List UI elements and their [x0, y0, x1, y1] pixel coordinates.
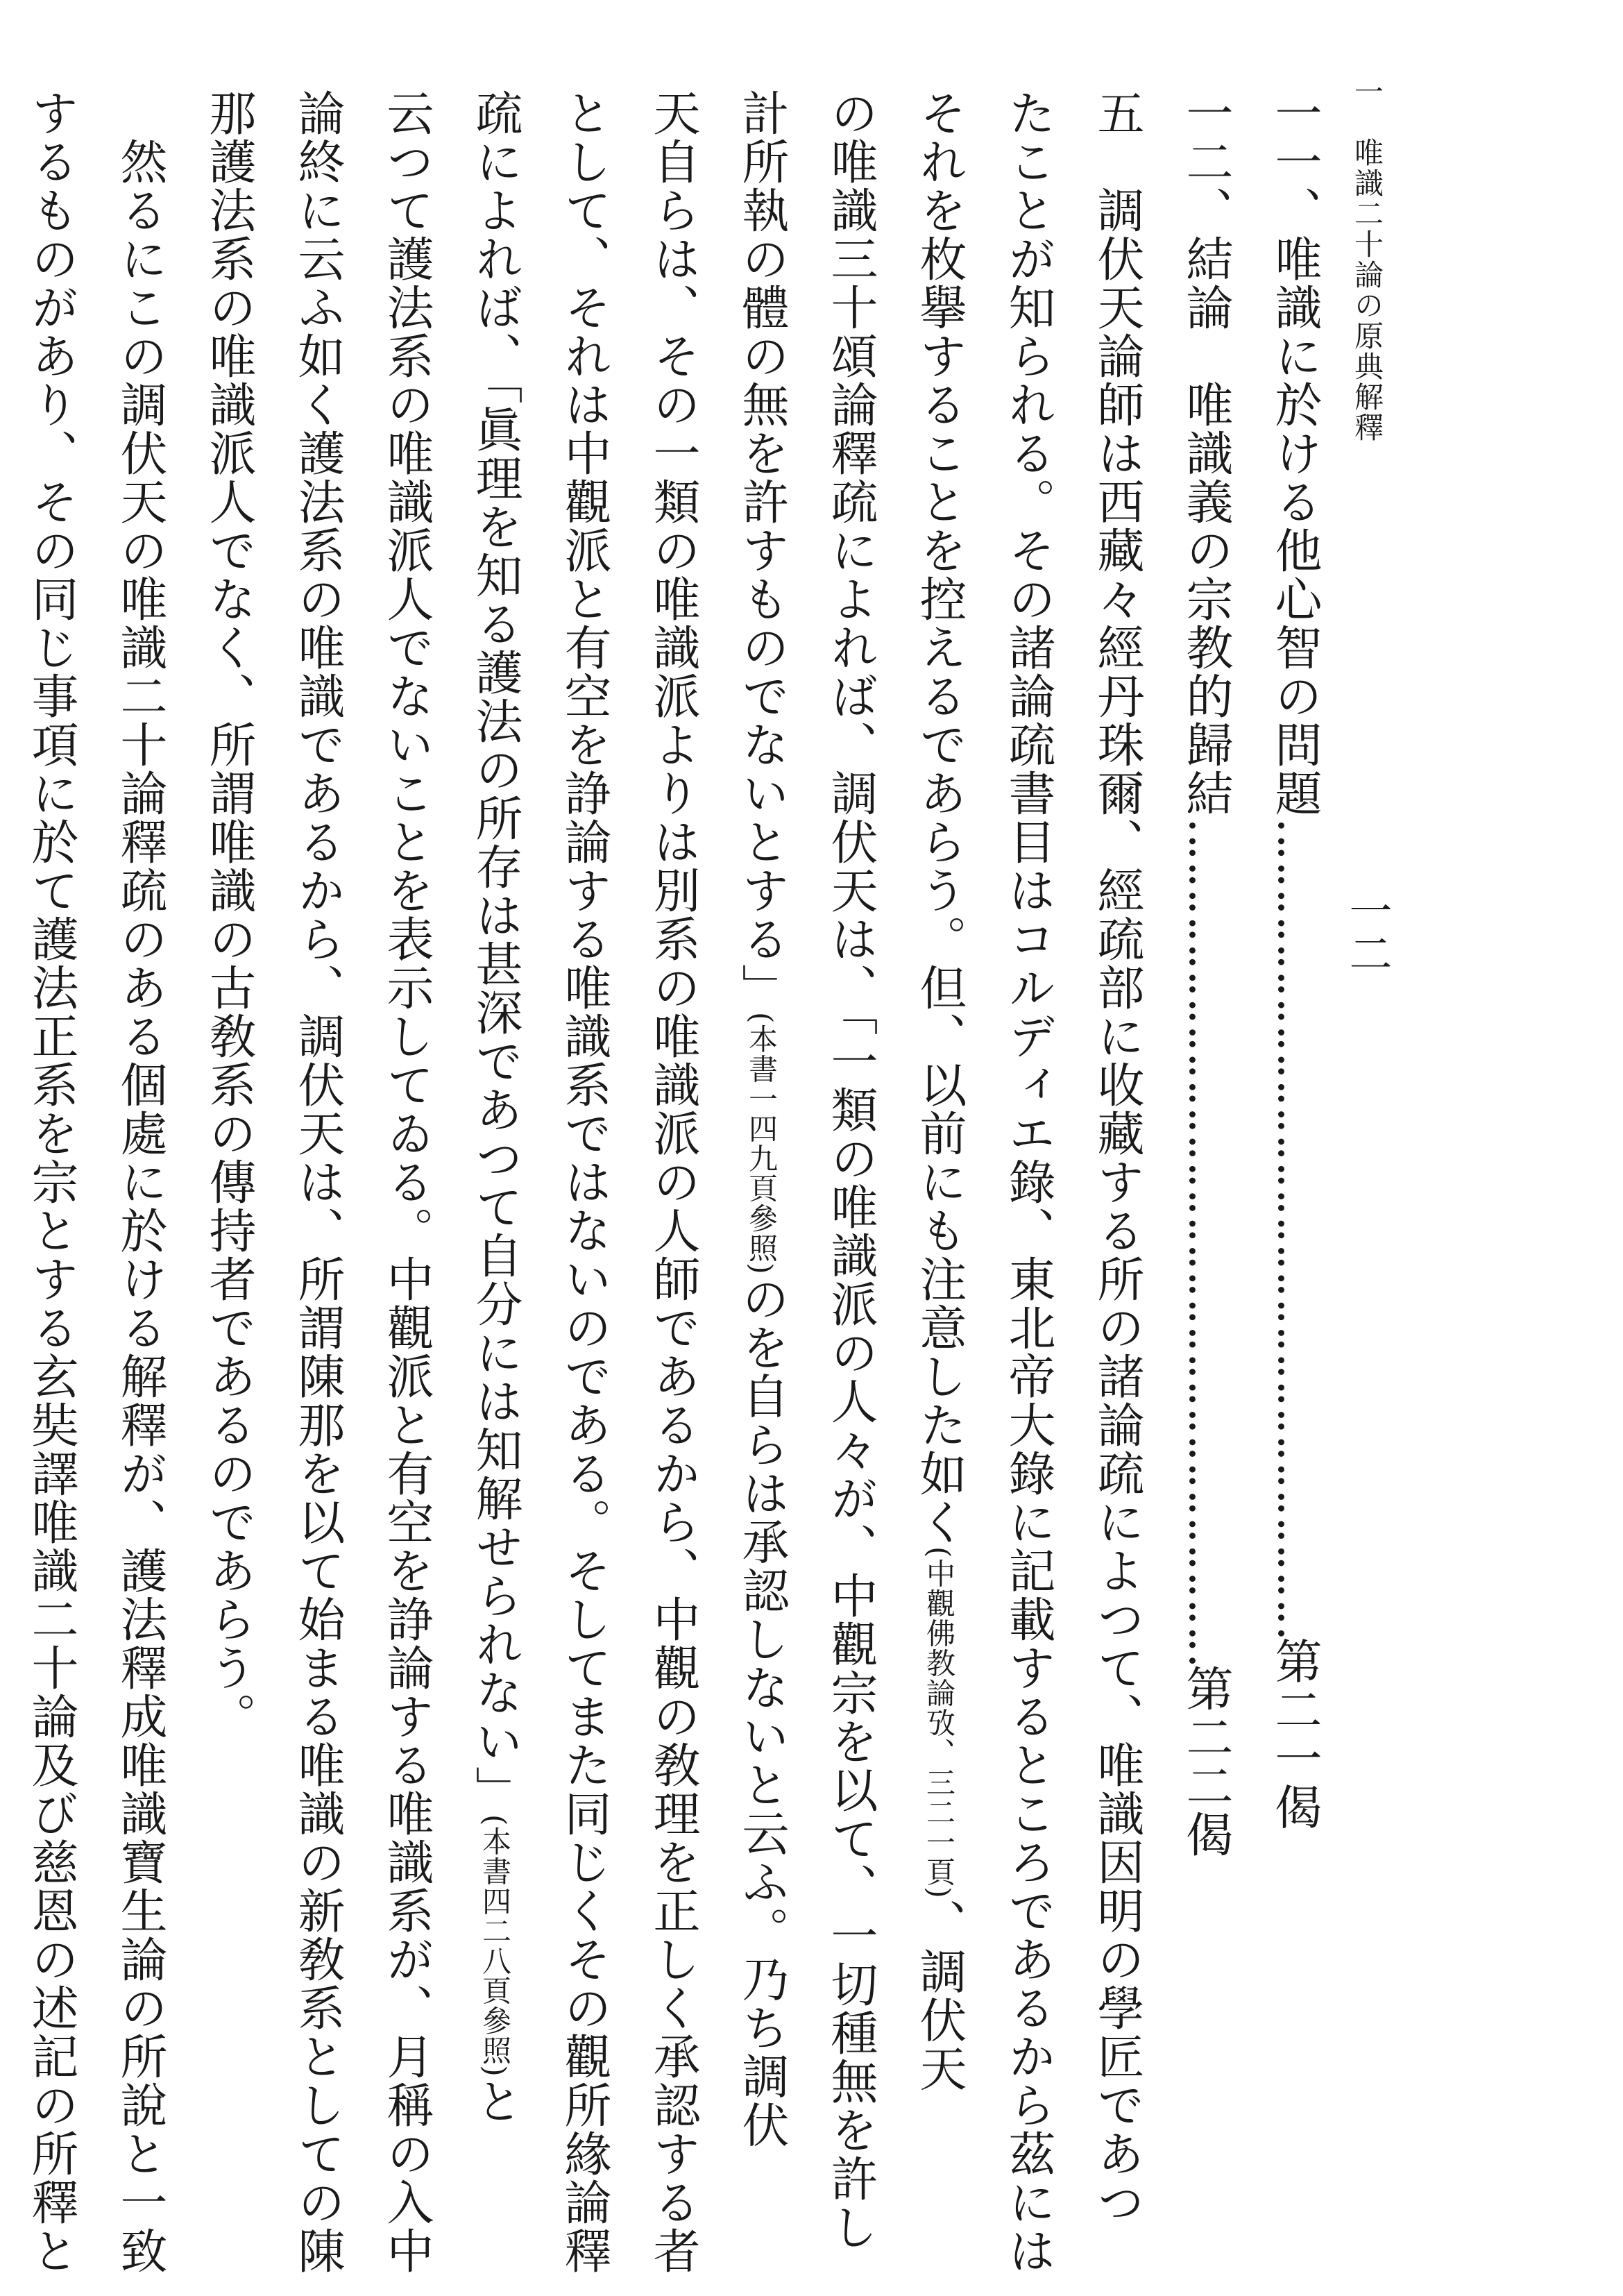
section-mark [1072, 89, 1161, 2227]
text-span: 天自らは、その一類の唯識派よりは別系の唯識派の人師であるから、中觀の敎理を正しく承認する者 [645, 89, 700, 2275]
text-span: 、調伏天 [912, 1898, 967, 2093]
text-line-8 [450, 89, 539, 2206]
text-span: 然るにこの調伏天の唯識二十論釋疏のある個處に於ける解釋が、護法釋成唯識寶生論の所說と一致 [112, 89, 167, 2275]
toc-entry-12 [1161, 89, 1250, 2206]
toc-entry-11 [1250, 89, 1339, 2206]
text-span: のを自らは承認しないと云ふ。乃ち調伏 [734, 1274, 789, 2150]
text-span: 論終に云ふ如く護法系の唯識であるから、調伏天は、所謂陳那を以て始まる唯識の新敎系としての陳 [290, 89, 345, 2275]
text-line-5 [717, 89, 806, 2206]
text-span: 疏によれば、「眞理を知る護法の所存は甚深であつて自分には知解せられない」 [468, 89, 522, 1814]
text-line-12 [95, 89, 184, 2275]
text-span: それを枚擧することを控えるであらう。但、以前にも注意した如く [912, 89, 967, 1546]
text-span: するものがあり、その同じ事項に於て護法正系を宗とする玄奘譯唯識二十論及び慈恩の述記の所釋と [24, 89, 78, 2275]
toc-title: 結論 唯識義の宗教的歸結 [1178, 235, 1233, 818]
text-span: の唯識三十頌論釋疏によれば、調伏天は、「一類の唯識派の人々が、中觀宗を以て、一切種無を許し [823, 89, 878, 2252]
text-span: として、それは中觀派と有空を諍論する唯識系ではないのである。そしてまた同じくその觀所緣論釋 [556, 89, 611, 2275]
text-line-10 [273, 89, 362, 2275]
text-line-2 [983, 89, 1072, 2275]
toc-reference: 第二二偈 [1178, 1664, 1233, 1859]
text-span: たことが知られる。その諸論疏書目はコルディエ錄、東北帝大錄に記載するところであるから茲には [1001, 89, 1055, 2275]
citation-note: (本書四二八頁參照) [478, 1814, 512, 2077]
toc-title: 唯識に於ける他心智の問題 [1267, 235, 1322, 818]
section-number: 五 [1089, 89, 1144, 137]
running-head-title: 一 唯識二十論の原典解釋 [1350, 76, 1384, 443]
text-line-7 [539, 89, 628, 2275]
toc-leader: ‥‥‥‥‥‥‥‥‥‥‥‥‥‥‥‥‥‥‥‥‥‥‥‥‥‥‥‥‥‥‥ [1178, 818, 1233, 1665]
toc-leader: ‥‥‥‥‥‥‥‥‥‥‥‥‥‥‥‥‥‥‥‥‥‥‥‥‥‥‥‥‥‥ [1267, 818, 1322, 1637]
page-number: 一二 [1342, 888, 1393, 974]
toc-number: 一一、 [1267, 89, 1322, 235]
citation-note: (中觀佛教論攷、三二一頁) [922, 1546, 956, 1899]
text-span: 計所執の體の無を許すものでないとする」 [734, 89, 789, 1012]
text-line-1: 調伏天論師は西藏々經丹珠爾、經疏部に收藏する所の諸論疏によつて、唯識因明の學匠であつ [1089, 137, 1144, 2227]
toc-number: 一二、 [1178, 89, 1233, 235]
text-line-9 [362, 89, 450, 2275]
text-line-6 [628, 89, 717, 2275]
text-line-3 [894, 89, 983, 2206]
toc-reference: 第二一偈 [1267, 1637, 1322, 1832]
body-text [6, 89, 1339, 2275]
text-line-13 [6, 89, 95, 2275]
citation-note: (本書一四九頁參照) [745, 1012, 779, 1275]
text-line-11 [184, 89, 273, 2206]
text-span: 那護法系の唯識派人でなく、所謂唯識の古敎系の傳持者であるのであらう。 [201, 89, 256, 1741]
text-span: 云つて護法系の唯識派人でないことを表示してゐる。中觀派と有空を諍論する唯識系が、月稱の入中 [379, 89, 434, 2275]
text-line-4 [806, 89, 894, 2252]
text-span: と [468, 2077, 522, 2126]
